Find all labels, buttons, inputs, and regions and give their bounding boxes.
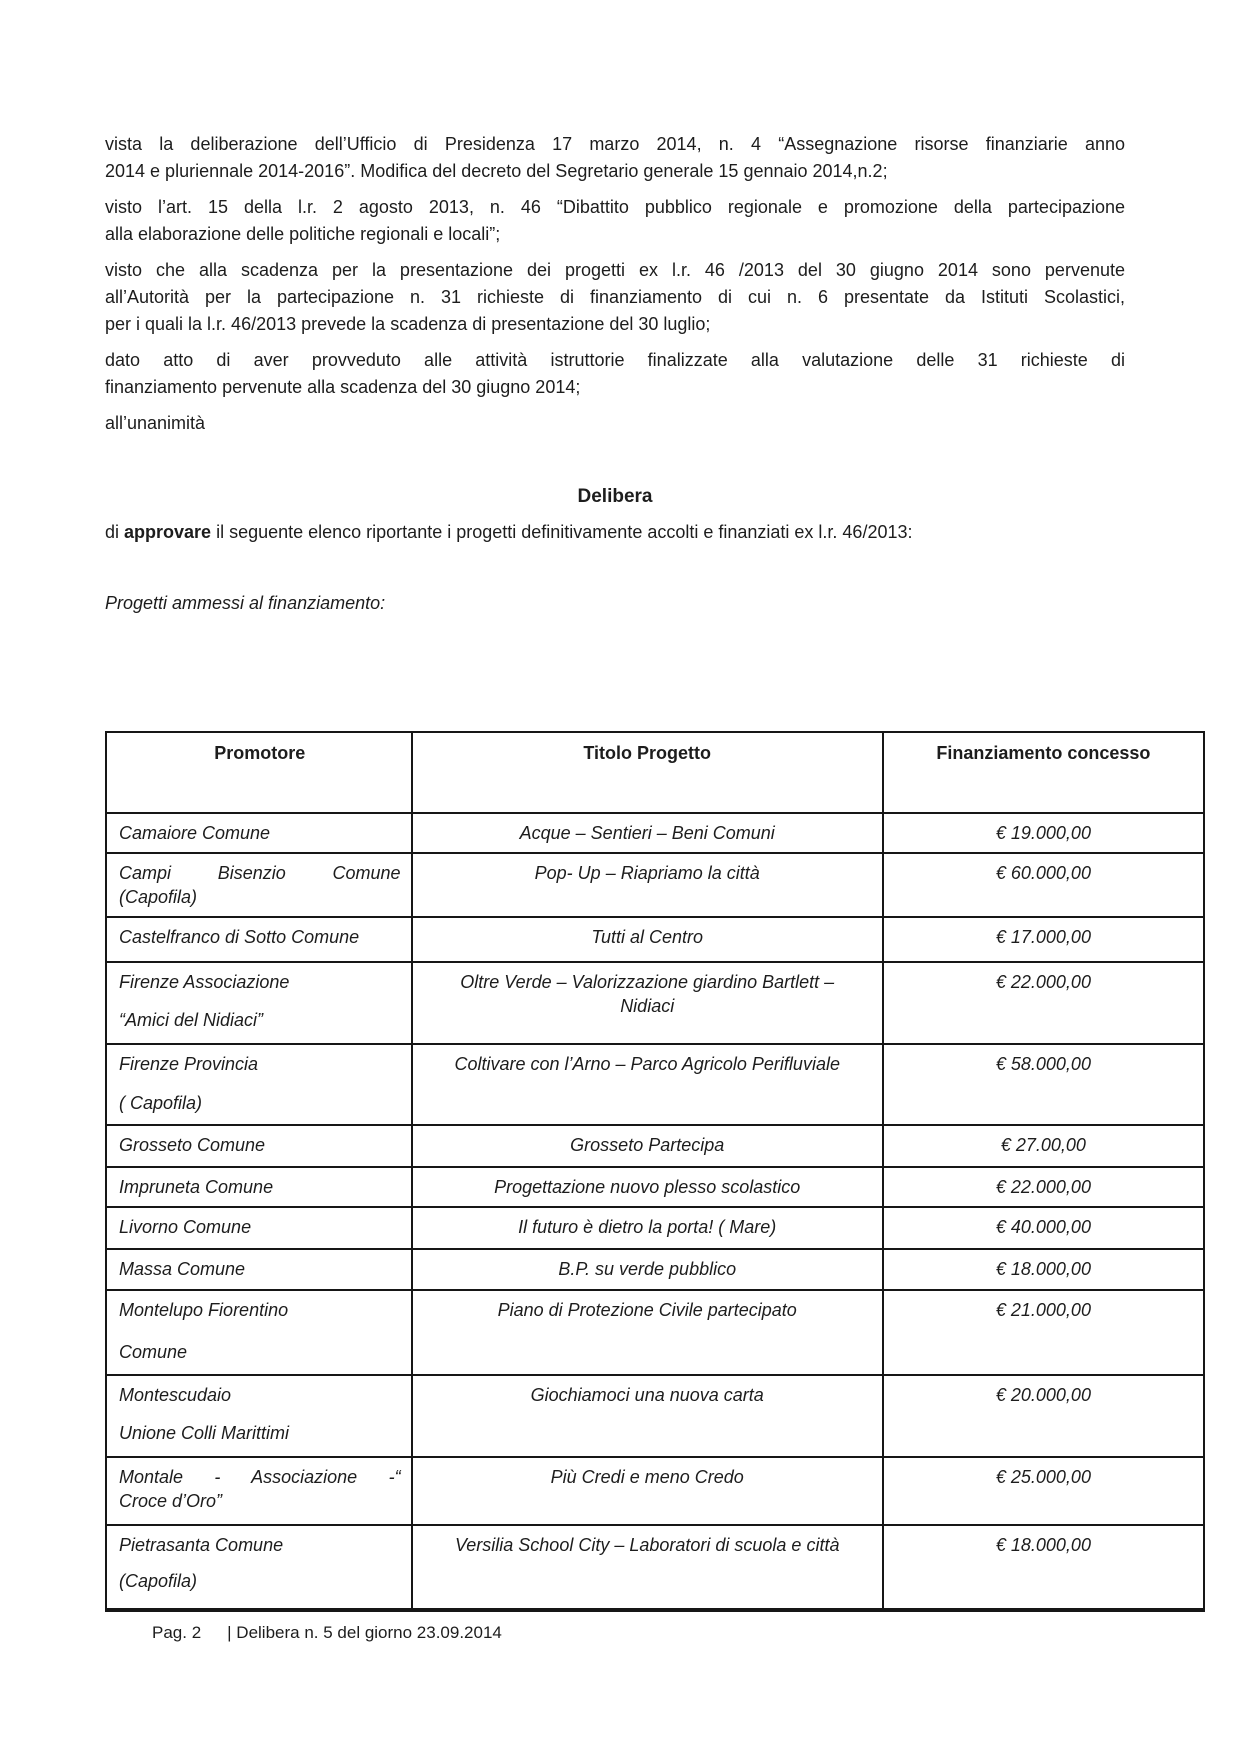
titolo-line: Pop- Up – Riapriamo la città [534,863,760,883]
finanziamento-value: € 21.000,00 [995,1300,1091,1320]
finanziamento-value: € 58.000,00 [995,1054,1091,1074]
promotore-line: (Capofila) [119,1571,198,1591]
titolo-cell [411,1376,882,1456]
table-row [107,1043,1203,1124]
finanziamento-cell [882,854,1203,916]
promotore-line: Pietrasanta Comune [119,1535,284,1555]
titolo-line: Nidiaci [620,996,675,1016]
promotore-line: (Capofila) [119,887,198,907]
promotore-cell [107,1208,411,1248]
titolo-cell [411,1291,882,1374]
finanziamento-cell [882,1291,1203,1374]
promotore-line: Castelfranco di Sotto Comune [119,927,360,947]
titolo-cell [411,1526,882,1608]
approval-line [105,519,1125,546]
titolo-line: B.P. su verde pubblico [558,1259,737,1279]
paragraph-line: visto che alla scadenza per la presentazione dei progetti ex l.r. 46 /2013 del 30 giugno 2014 sono pervenute [105,260,1125,280]
paragraph [105,194,1125,248]
promotore-cell [107,1126,411,1166]
table-row [107,1124,1203,1166]
titolo-cell [411,1208,882,1248]
finanziamento-cell [882,1168,1203,1206]
text-column [105,131,1125,617]
table-row [107,916,1203,961]
titolo-line: Oltre Verde – Valorizzazione giardino Bartlett – [460,972,835,992]
promotore-cell [107,1291,411,1374]
titolo-line: Progettazione nuovo plesso scolastico [494,1177,801,1197]
finanziamento-value: € 17.000,00 [995,927,1091,947]
paragraph [105,347,1125,401]
paragraph [105,257,1125,338]
promotore-cell [107,1250,411,1289]
paragraph-line: finanziamento pervenute alla scadenza del 30 giugno 2014; [105,377,581,397]
finanziamento-cell [882,814,1203,852]
finanziamento-cell [882,1526,1203,1608]
titolo-line: Piano di Protezione Civile partecipato [497,1300,797,1320]
approval-bold-word: approvare [124,522,212,542]
promotore-cell [107,1458,411,1524]
titolo-line: Grosseto Partecipa [570,1135,725,1155]
page-footer [152,1623,502,1643]
finanziamento-value: € 19.000,00 [995,823,1091,843]
finanziamento-cell [882,1458,1203,1524]
promotore-line: Montelupo Fiorentino [119,1300,289,1320]
promotore-cell [107,854,411,916]
finanziamento-value: € 20.000,00 [995,1385,1091,1405]
promotore-cell [107,1526,411,1608]
promotore-cell [107,814,411,852]
finanziamento-cell [882,1208,1203,1248]
table-row [107,1166,1203,1206]
promotore-line: Grosseto Comune [119,1135,266,1155]
promotore-cell [107,1376,411,1456]
footer-info: | Delibera n. 5 del giorno 23.09.2014 [227,1623,502,1642]
finanziamento-value: € 22.000,00 [995,972,1091,992]
paragraph-line: dato atto di aver provveduto alle attività istruttorie finalizzate alla valutazione delle 31 richieste di [105,350,1125,370]
projects-table [105,731,1205,1612]
promotore-cell [107,1168,411,1206]
delibera-heading: Delibera [577,486,653,507]
titolo-cell [411,963,882,1043]
paragraph-line: visto l’art. 15 della l.r. 2 agosto 2013, n. 46 “Dibattito pubblico regionale e promozione della partecipazione [105,197,1125,217]
promotore-line: “Amici del Nidiaci” [119,1010,264,1030]
titolo-cell [411,1126,882,1166]
promotore-cell [107,918,411,961]
table-row [107,1374,1203,1456]
titolo-line: Tutti al Centro [591,927,704,947]
approval-suffix: il seguente elenco riportante i progetti definitivamente accolti e finanziati ex l.r. 46/2013: [211,522,913,542]
promotore-line: Firenze Associazione [119,972,290,992]
promotore-line: Livorno Comune [119,1217,252,1237]
table-row [107,961,1203,1043]
finanziamento-cell [882,963,1203,1043]
table-row [107,852,1203,916]
finanziamento-cell [882,1126,1203,1166]
titolo-cell [411,814,882,852]
finanziamento-cell [882,1376,1203,1456]
titolo-cell [411,1250,882,1289]
finanziamento-value: € 18.000,00 [995,1259,1091,1279]
paragraph [105,410,1125,437]
promotore-cell [107,1045,411,1124]
titolo-line: Coltivare con l’Arno – Parco Agricolo Perifluviale [454,1054,840,1074]
promotore-line: Montescudaio [119,1385,232,1405]
table-row [107,1289,1203,1374]
titolo-line: Più Credi e meno Credo [550,1467,744,1487]
promotore-line: Impruneta Comune [119,1177,274,1197]
table-row [107,1248,1203,1289]
promotore-line: Camaiore Comune [119,823,271,843]
promotore-line: Montale - Associazione -“ [119,1467,401,1487]
header-promotore: Promotore [214,743,306,763]
paragraph-line: vista la deliberazione dell’Ufficio di Presidenza 17 marzo 2014, n. 4 “Assegnazione risorse finanziarie anno [105,134,1125,154]
promotore-line: Campi Bisenzio Comune [119,863,401,883]
finanziamento-cell [882,918,1203,961]
approval-prefix: di [105,522,125,542]
table-caption: Progetti ammessi al finanziamento: [105,593,386,613]
table-header-row [107,733,1203,814]
titolo-line: Il futuro è dietro la porta! ( Mare) [518,1217,777,1237]
paragraph-line: alla elaborazione delle politiche regionali e locali”; [105,224,501,244]
header-finanziamento-concesso: Finanziamento concesso [882,733,1203,812]
table-row [107,1206,1203,1248]
table-row [107,814,1203,852]
titolo-line: Acque – Sentieri – Beni Comuni [519,823,775,843]
paragraph-line: all’Autorità per la partecipazione n. 31 richieste di finanziamento di cui n. 6 presentate da Istituti Scolastici, [105,287,1125,307]
promotore-line: Comune [119,1342,188,1362]
promotore-line: Massa Comune [119,1259,246,1279]
promotore-line: Croce d’Oro” [119,1491,223,1511]
finanziamento-value: € 27.00,00 [1000,1135,1086,1155]
paragraphs [105,131,1125,437]
finanziamento-value: € 25.000,00 [995,1467,1091,1487]
finanziamento-value: € 18.000,00 [995,1535,1091,1555]
titolo-cell [411,1458,882,1524]
titolo-cell [411,918,882,961]
page-number: Pag. 2 [152,1623,202,1642]
table-row [107,1456,1203,1524]
titolo-line: Giochiamoci una nuova carta [530,1385,764,1405]
promotore-line: ( Capofila) [119,1093,203,1113]
paragraph-line: per i quali la l.r. 46/2013 prevede la scadenza di presentazione del 30 luglio; [105,314,711,334]
titolo-cell [411,1045,882,1124]
finanziamento-value: € 40.000,00 [995,1217,1091,1237]
finanziamento-value: € 22.000,00 [995,1177,1091,1197]
table-row [107,1524,1203,1608]
finanziamento-cell [882,1045,1203,1124]
header-titolo-progetto: Titolo Progetto [411,733,882,812]
promotore-line: Unione Colli Marittimi [119,1423,290,1443]
paragraph [105,131,1125,185]
paragraph-line: all’unanimità [105,413,206,433]
table-body [107,814,1203,1608]
titolo-cell [411,1168,882,1206]
paragraph-line: 2014 e pluriennale 2014-2016”. Modifica del decreto del Segretario generale 15 gennaio 2014,n.2; [105,161,888,181]
titolo-line: Versilia School City – Laboratori di scuola e città [454,1535,840,1555]
finanziamento-value: € 60.000,00 [995,863,1091,883]
promotore-line: Firenze Provincia [119,1054,259,1074]
promotore-cell [107,963,411,1043]
titolo-cell [411,854,882,916]
finanziamento-cell [882,1250,1203,1289]
